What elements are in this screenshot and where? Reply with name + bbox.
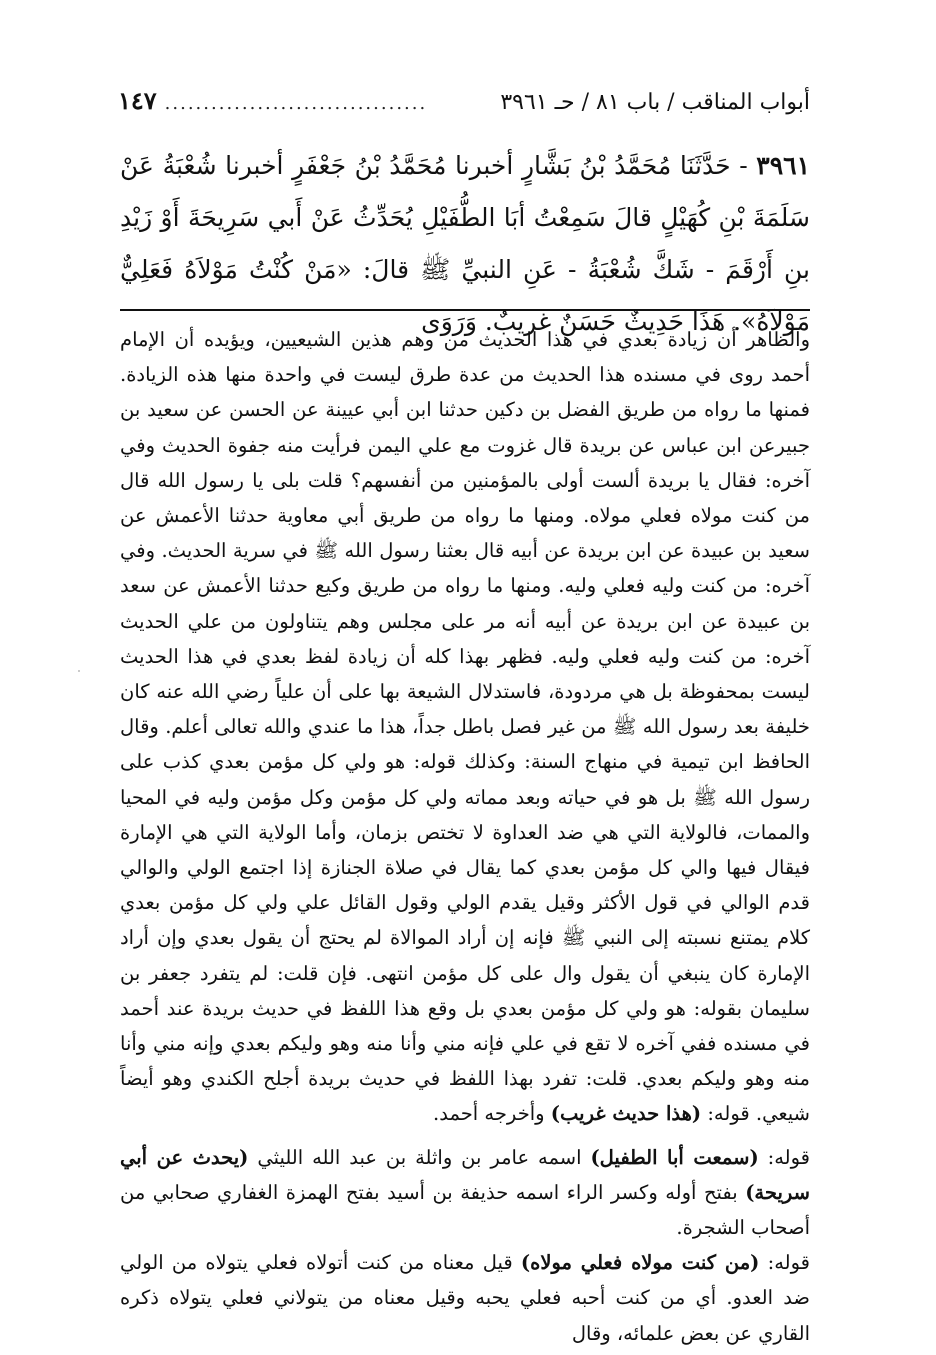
commentary-text: قوله: xyxy=(758,1145,810,1169)
running-header xyxy=(118,84,810,118)
hadith-text xyxy=(120,140,810,348)
footnote-divider xyxy=(120,309,810,311)
quoted-phrase: (يحدث عن أبي سريحة) xyxy=(120,1145,810,1204)
commentary-text: وأخرجه أحمد. xyxy=(433,1102,551,1126)
quoted-phrase: (من كنت مولاه فعلي مولاه) xyxy=(520,1251,760,1275)
commentary-paragraph-1 xyxy=(120,322,810,1132)
commentary-paragraph-2 xyxy=(120,1140,810,1246)
hadith-body: - حَدَّثَنَا مُحَمَّدُ بْنُ بَشَّارٍ أخبرنا مُحَمَّدُ بْنُ جَعْفَرٍ أخبرنا شُعْبَةُ عَنْ سَلَمَةَ بْنِ كُهَيْلٍ قالَ سَمِعْتُ أبَا الطُّفَيْلِ يُحَدِّثُ عَنْ أَبي سَرِيحَةَ أَوْ زَيْدِ بنِ أَرْقَمَ - شَكَّ شُعْبَةُ - عَنِ النبيِّ ﷺ قالَ: «مَنْ كُنْتُ مَوْلاَهُ فَعَلِيٌّ مَوْلاَهُ». هَذَا حَدِيثٌ حَسَنٌ غريبٌ. وَرَوَى xyxy=(120,151,810,336)
commentary-text: والظاهر أن زيادة بعدي في هذا الحديث من وهم هذين الشيعيين، ويؤيده أن الإمام أحمد روى في مسنده هذا الحديث من عدة طرق ليست في واحدة منها هذه الزيادة. فمنها ما رواه من طريق الفضل بن دكين حدثنا ابن أبي عيينة عن الحسن عن سعيد بن جبيرعن ابن عباس عن بريدة قال غزوت مع علي اليمن فرأيت منه جفوة الحديث وفي آخره: فقال يا بريدة ألست أولى بالمؤمنين من أنفسهم؟ قلت بلى يا رسول الله قال من كنت مولاه فعلي مولاه. ومنها ما رواه من طريق أبي معاوية حدثنا الأعمش عن سعيد بن عبيدة عن ابن بريدة عن أبيه قال بعثنا رسول الله ﷺ في سرية الحديث. وفي آخره: من كنت وليه فعلي وليه. ومنها ما رواه من طريق وكيع حدثنا الأعمش عن سعد بن عبيدة عن ابن بريدة عن أبيه أنه مر على مجلس وهم يتناولون من علي الحديث آخره: من كنت وليه فعلي وليه. فظهر بهذا كله أن زيادة لفظ بعدي في هذا الحديث ليست بمحفوظة بل هي مردودة، فاستدلال الشيعة بها على أن علياً رضي الله عنه كان خليفة بعد رسول الله ﷺ من غير فصل باطل جداً، هذا ما عندي والله تعالى أعلم. وقال الحافظ ابن تيمية في منهاج السنة: وكذلك قوله: هو ولي كل مؤمن بعدي كذب على رسول الله ﷺ بل هو في حياته وبعد مماته ولي كل مؤمن وكل مؤمن وليه في المحيا والممات، فالولاية التي هي ضد العداوة لا تختص بزمان، وأما الولاية التي هي الإمارة فيقال فيها والي كل مؤمن بعدي كما يقال في صلاة الجنازة إذا اجتمع الولي والوالي قدم الوالي في قول الأكثر وقيل يقدم الولي وقول القائل علي ولي كل مؤمن بعدي كلام يمتنع نسبته إلى النبي ﷺ فإنه إن أراد الموالاة لم يحتج أن يقول بعدي وإن أراد الإمارة كان ينبغي أن يقول وال على كل مؤمن انتهى. فإن قلت: لم يتفرد جعفر بن سليمان بقوله: هو ولي كل مؤمن بعدي بل وقع هذا اللفظ في حديث بريدة عند أحمد في مسنده ففي آخره لا تقع في علي فإنه مني وأنا منه وهو وليكم بعدي وإنه مني وأنا منه وهو وليكم بعدي. قلت: تفرد بهذا اللفظ في حديث بريدة أجلح الكندي وهو أيضاً شيعي. قوله: xyxy=(120,328,810,1126)
header-leader-dots: .................................. xyxy=(164,93,428,114)
quoted-phrase: (هذا حديث غريب) xyxy=(550,1102,702,1126)
commentary-text: بفتح أوله وكسر الراء اسمه حذيفة بن أسيد بفتح الهمزة الغفاري صحابي من أصحاب الشجرة. xyxy=(120,1180,810,1240)
page-number: ١٤٧ xyxy=(118,86,157,115)
scan-speck xyxy=(78,670,80,672)
commentary-text: قوله: xyxy=(759,1251,810,1275)
commentary-paragraph-3 xyxy=(120,1245,810,1351)
quoted-phrase: (سمعت أبا الطفيل) xyxy=(590,1145,759,1169)
hadith-number: ٣٩٦١ xyxy=(756,151,810,180)
commentary-text: اسمه عامر بن واثلة بن عبد الله الليثي xyxy=(248,1145,591,1169)
commentary-text: قيل معناه من كنت أتولاه فعلي يتولاه من الولي ضد العدو. أي من كنت أحبه فعلي يحبه وقيل معناه من يتولاني فعلي يتولاه ذكره القاري عن بعض علمائه، وقال xyxy=(120,1251,810,1345)
commentary-block xyxy=(120,322,810,1351)
header-title: أبواب المناقب / باب ٨١ / حـ ٣٩٦١ xyxy=(500,90,810,115)
